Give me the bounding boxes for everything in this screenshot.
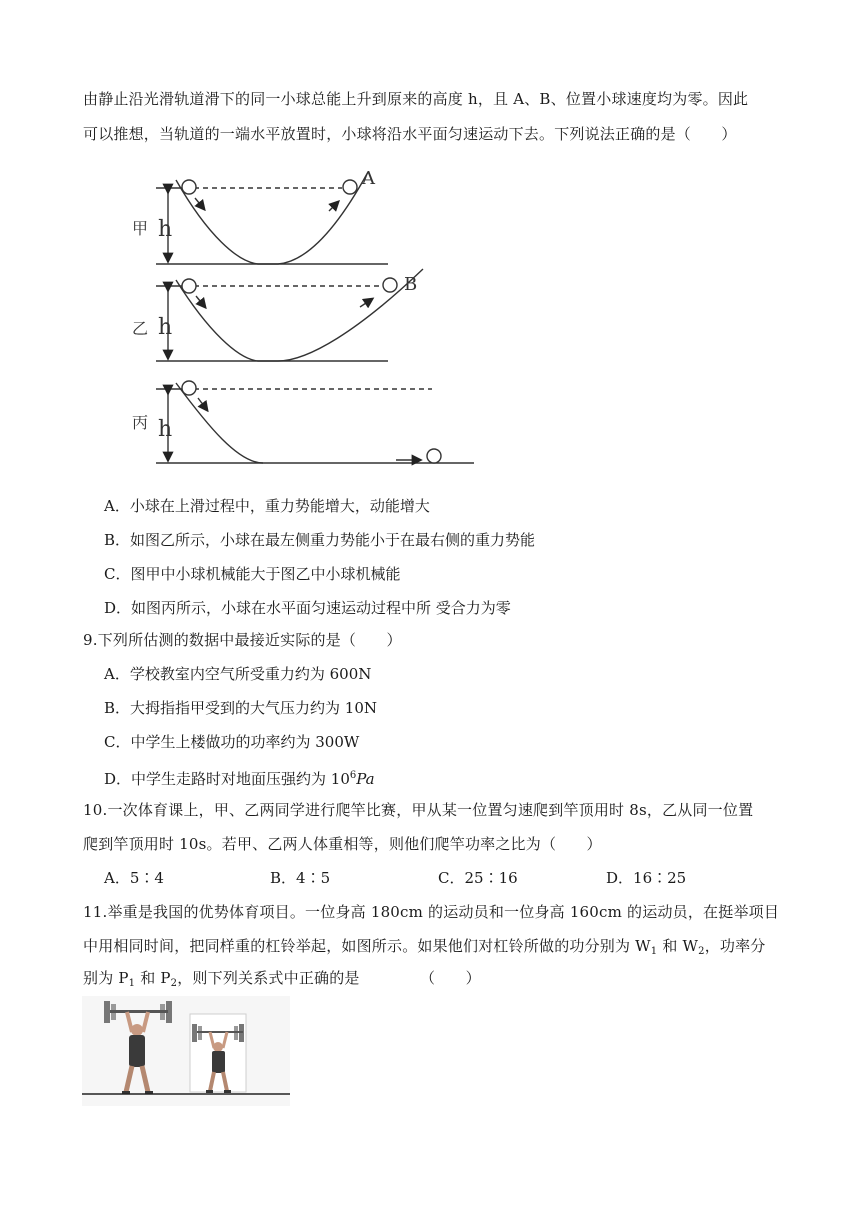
q9-option-d-base: 10 [330,770,350,788]
q8-option-a: A．小球在上滑过程中，重力势能增大，动能增大 [104,497,430,515]
q11-line3-a: 别为 P [83,969,129,987]
q9-option-a: A．学校教室内空气所受重力约为 600N [104,665,372,683]
q11-answer-paren: （ ） [420,969,481,987]
q9-option-d-exponent: 6 [349,770,357,781]
q10-option-b: B．4∶5 [270,869,331,887]
q10-line1: 10.一次体育课上，甲、乙两同学进行爬竿比赛，甲从某一位置匀速爬到竿顶用时 8s，乙从同一位置 [83,801,754,819]
q8-intro-line1: 由静止沿光滑轨道滑下的同一小球总能上升到原来的高度 h，且 A、B、位置小球速度均为零。因此 [83,90,749,108]
q9-option-c: C．中学生上楼做功的功率约为 300W [104,733,360,751]
label-yi: 乙 [132,319,149,338]
q8-option-d: D．如图丙所示，小球在水平面匀速运动过程中所 受合力为零 [104,599,511,617]
q11-and-w2: 和 W [657,937,699,955]
q9-stem: 9.下列所估测的数据中最接近实际的是（ ） [83,631,402,649]
label-h-bing: h [158,417,173,442]
q11-line2-text: 中用相同时间，把同样重的杠铃举起，如图所示。如果他们对杠铃所做的功分别为 W [83,937,651,955]
q9-option-d [104,766,375,789]
q8-intro-line2: 可以推想，当轨道的一端水平放置时，小球将沿水平面匀速运动下去。下列说法正确的是（ ） [83,125,737,143]
label-B: B [404,274,418,295]
q10-line2: 爬到竿顶用时 10s。若甲、乙两人体重相等，则他们爬竿功率之比为（ ） [83,835,602,853]
q9-option-d-text: D．中学生走路时对地面压强约为 [104,770,331,788]
q11-line3-c: ，则下列关系式中正确的是 [177,969,360,987]
q11-line3-b: 和 P [135,969,171,987]
figure-yi [156,269,423,361]
q11-line1: 11.举重是我国的优势体育项目。一位身高 180cm 的运动员和一位身高 160cm 的运动员，在挺举项目 [83,903,780,921]
track-figure [128,166,478,470]
label-A: A [362,168,375,189]
q10-option-a: A．5∶4 [104,869,164,887]
q9-option-b: B．大拇指指甲受到的大气压力约为 10N [104,699,378,717]
label-h-jia: h [158,217,173,242]
q11-line2 [83,936,766,962]
figure-bing [156,381,474,463]
q11-line2-tail: ，功率分 [704,937,766,955]
label-bing: 丙 [132,413,149,432]
weightlifters-figure [82,996,290,1106]
label-jia: 甲 [132,219,149,238]
q8-option-c: C．图甲中小球机械能大于图乙中小球机械能 [104,565,401,583]
q10-option-c: C．25∶16 [438,869,518,887]
q11-p1-sub: 1 [128,978,136,989]
q11-w2-sub: 2 [698,946,705,957]
q8-option-b: B．如图乙所示，小球在最左侧重力势能小于在最右侧的重力势能 [104,531,536,549]
q10-option-d: D．16∶25 [606,869,687,887]
q11-p2-sub: 2 [170,978,178,989]
q11-w1-sub: 1 [650,946,658,957]
q11-line3 [83,968,360,994]
figure-jia [156,172,388,264]
q9-option-d-unit: Pa [356,770,375,788]
label-h-yi: h [158,315,173,340]
